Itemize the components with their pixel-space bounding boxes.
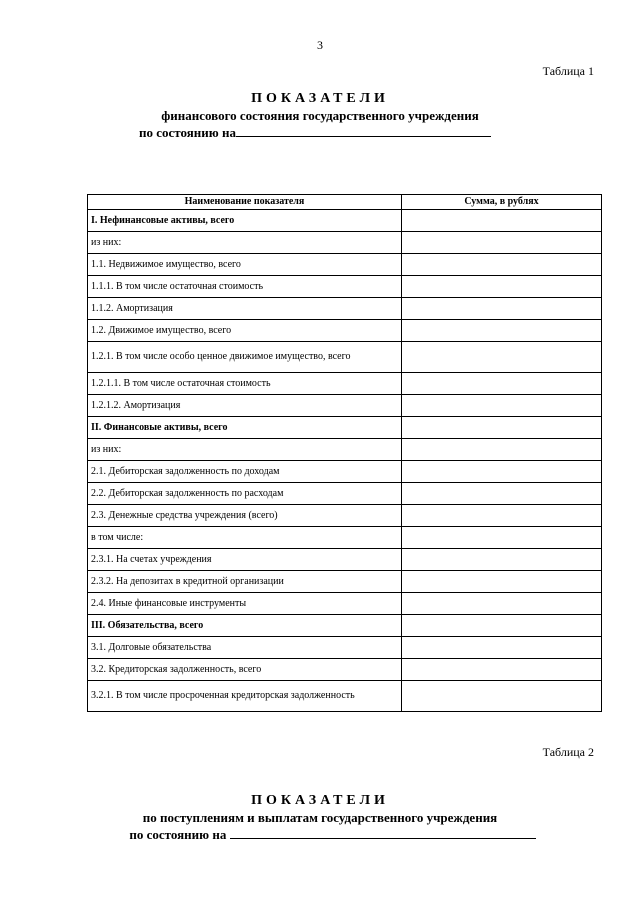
indicator-name-cell: из них: — [88, 439, 402, 461]
table-row — [88, 681, 602, 712]
table-row — [88, 373, 602, 395]
table-2-as-of-label: по состоянию на — [129, 827, 227, 842]
amount-cell[interactable] — [402, 395, 602, 417]
amount-cell[interactable] — [402, 298, 602, 320]
amount-cell[interactable] — [402, 593, 602, 615]
indicator-name-cell: 1.2.1. В том числе особо ценное движимое имущество, всего — [88, 342, 402, 373]
indicator-name-cell: 2.3. Денежные средства учреждения (всего) — [88, 505, 402, 527]
table-1-as-of — [0, 124, 640, 141]
table-row — [88, 571, 602, 593]
table-2-title: ПОКАЗАТЕЛИ — [251, 793, 389, 808]
indicator-name-cell: 3.2. Кредиторская задолженность, всего — [88, 659, 402, 681]
amount-cell[interactable] — [402, 210, 602, 232]
table-row — [88, 276, 602, 298]
table-row — [88, 298, 602, 320]
table-1-title: ПОКАЗАТЕЛИ — [251, 91, 389, 106]
amount-cell[interactable] — [402, 659, 602, 681]
amount-cell[interactable] — [402, 505, 602, 527]
table-row — [88, 549, 602, 571]
table-1-heading — [0, 90, 640, 141]
amount-cell[interactable] — [402, 681, 602, 712]
table-row — [88, 659, 602, 681]
indicator-name-cell: 2.3.2. На депозитах в кредитной организации — [88, 571, 402, 593]
financial-indicators-table — [87, 194, 602, 712]
table-1-subtitle: финансового состояния государственного учреждения — [161, 108, 479, 123]
table-row — [88, 417, 602, 439]
table-row — [88, 593, 602, 615]
table-row — [88, 210, 602, 232]
indicator-name-cell: 1.2.1.1. В том числе остаточная стоимость — [88, 373, 402, 395]
table-row — [88, 254, 602, 276]
table-row — [88, 342, 602, 373]
indicator-name-cell: 2.4. Иные финансовые инструменты — [88, 593, 402, 615]
indicator-name-cell: II. Финансовые активы, всего — [88, 417, 402, 439]
table-row — [88, 637, 602, 659]
table-2-date-blank[interactable] — [230, 826, 536, 839]
indicator-name-cell: 3.2.1. В том числе просроченная кредиторская задолженность — [88, 681, 402, 712]
amount-cell[interactable] — [402, 615, 602, 637]
table-row — [88, 320, 602, 342]
table-1-caption: Таблица 1 — [542, 64, 594, 78]
table-row — [88, 461, 602, 483]
page-number: 3 — [317, 38, 323, 52]
indicator-name-cell: 1.1. Недвижимое имущество, всего — [88, 254, 402, 276]
table-row — [88, 505, 602, 527]
indicator-name-cell: 2.3.1. На счетах учреждения — [88, 549, 402, 571]
amount-cell[interactable] — [402, 342, 602, 373]
amount-cell[interactable] — [402, 461, 602, 483]
amount-cell[interactable] — [402, 373, 602, 395]
indicator-name-cell: 1.1.1. В том числе остаточная стоимость — [88, 276, 402, 298]
amount-cell[interactable] — [402, 527, 602, 549]
table-2-as-of — [25, 826, 640, 843]
amount-cell[interactable] — [402, 637, 602, 659]
table-2-caption: Таблица 2 — [542, 745, 594, 759]
amount-cell[interactable] — [402, 439, 602, 461]
table-row — [88, 615, 602, 637]
indicator-name-cell: 2.2. Дебиторская задолженность по расходам — [88, 483, 402, 505]
amount-cell[interactable] — [402, 320, 602, 342]
indicator-name-cell: 1.1.2. Амортизация — [88, 298, 402, 320]
column-header-amount: Сумма, в рублях — [402, 195, 602, 210]
table-row — [88, 483, 602, 505]
amount-cell[interactable] — [402, 232, 602, 254]
indicator-name-cell: I. Нефинансовые активы, всего — [88, 210, 402, 232]
indicator-name-cell: из них: — [88, 232, 402, 254]
amount-cell[interactable] — [402, 276, 602, 298]
table-header-row — [88, 195, 602, 210]
table-row — [88, 395, 602, 417]
indicator-name-cell: 2.1. Дебиторская задолженность по доходам — [88, 461, 402, 483]
column-header-indicator: Наименование показателя — [88, 195, 402, 210]
indicator-name-cell: 1.2. Движимое имущество, всего — [88, 320, 402, 342]
table-row — [88, 527, 602, 549]
indicator-name-cell: 3.1. Долговые обязательства — [88, 637, 402, 659]
amount-cell[interactable] — [402, 417, 602, 439]
table-row — [88, 232, 602, 254]
table-2-subtitle: по поступлениям и выплатам государственного учреждения — [142, 810, 498, 825]
table-row — [88, 439, 602, 461]
amount-cell[interactable] — [402, 483, 602, 505]
indicator-name-cell: в том числе: — [88, 527, 402, 549]
indicator-name-cell: 1.2.1.2. Амортизация — [88, 395, 402, 417]
amount-cell[interactable] — [402, 254, 602, 276]
table-1-date-blank[interactable] — [236, 124, 491, 137]
table-body — [88, 210, 602, 712]
table-1-as-of-label: по состоянию на — [139, 125, 236, 140]
amount-cell[interactable] — [402, 549, 602, 571]
indicator-name-cell: III. Обязательства, всего — [88, 615, 402, 637]
table-2-heading — [0, 792, 640, 843]
amount-cell[interactable] — [402, 571, 602, 593]
